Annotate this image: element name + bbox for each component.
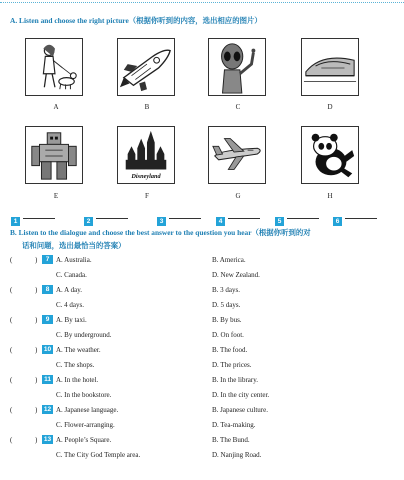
option-d[interactable]: D. Tea-making.: [212, 421, 256, 429]
picture-label-f: F: [145, 192, 149, 200]
option-d[interactable]: D. Nanjing Road.: [212, 451, 262, 459]
picture-label-h: H: [327, 192, 333, 200]
bullet-train-icon: [302, 39, 358, 95]
answer-paren-close: ): [35, 406, 38, 414]
top-divider: [0, 2, 404, 3]
answer-blank-1[interactable]: [11, 210, 20, 225]
answer-line: [169, 218, 201, 219]
picture-label-c: C: [235, 103, 241, 111]
option-a[interactable]: A. A day.: [56, 286, 82, 294]
section-b-title-line1: B. Listen to the dialogue and choose the best answer to the question you hear（根据你听到的对: [10, 228, 311, 237]
disneyland-castle-icon: [118, 127, 174, 183]
airplane-icon: [209, 127, 265, 183]
option-b[interactable]: B. Japanese culture.: [212, 406, 268, 414]
answer-line: [96, 218, 128, 219]
answer-paren-open[interactable]: (: [10, 346, 13, 354]
answer-paren-open[interactable]: (: [10, 316, 13, 324]
option-c[interactable]: C. In the bookstore.: [56, 391, 112, 399]
option-c[interactable]: C. Canada.: [56, 271, 87, 279]
option-a[interactable]: A. Australia.: [56, 256, 92, 264]
option-d[interactable]: D. 5 days.: [212, 301, 241, 309]
panda-icon: [302, 127, 358, 183]
question-number: 6: [333, 217, 342, 226]
answer-blank-5[interactable]: [275, 210, 284, 225]
answer-line: [228, 218, 260, 219]
option-c[interactable]: C. Flower-arranging.: [56, 421, 115, 429]
question-number: 13: [43, 436, 52, 443]
option-b[interactable]: B. In the library.: [212, 376, 259, 384]
option-a[interactable]: A. By taxi.: [56, 316, 87, 324]
picture-label-a: A: [53, 103, 59, 111]
answer-paren-close: ): [35, 286, 38, 294]
option-d[interactable]: D. New Zealand.: [212, 271, 260, 279]
question-number: 1: [11, 217, 20, 226]
answer-line: [345, 218, 377, 219]
option-a[interactable]: A. In the hotel.: [56, 376, 99, 384]
girl-walking-dog-icon: [26, 39, 82, 95]
answer-line: [23, 218, 55, 219]
option-c[interactable]: C. 4 days.: [56, 301, 84, 309]
option-c[interactable]: C. The shops.: [56, 361, 95, 369]
answer-blank-2[interactable]: [84, 210, 93, 225]
section-b-title-line2: 话和问题，选出最恰当的答案）: [22, 241, 126, 250]
question-number: 3: [157, 217, 166, 226]
answer-blank-3[interactable]: [157, 210, 166, 225]
picture-g: [208, 126, 266, 184]
option-a[interactable]: A. Japanese language.: [56, 406, 119, 414]
answer-paren-open[interactable]: (: [10, 376, 13, 384]
question-number: 5: [275, 217, 284, 226]
section-a-title: A. Listen and choose the right picture（根据你听到的内容，选出相应的图片）: [10, 16, 262, 25]
picture-label-e: E: [53, 192, 59, 200]
picture-a: [25, 38, 83, 96]
option-c[interactable]: C. The City God Temple area.: [56, 451, 141, 459]
option-a[interactable]: A. The weather.: [56, 346, 101, 354]
question-number: 9: [42, 315, 53, 324]
option-b[interactable]: B. By bus.: [212, 316, 242, 324]
picture-label-b: B: [144, 103, 150, 111]
answer-blank-4[interactable]: [216, 210, 225, 225]
option-b[interactable]: B. 3 days.: [212, 286, 240, 294]
question-number: 2: [84, 217, 93, 226]
answer-paren-open[interactable]: (: [10, 256, 13, 264]
robot-transformer-icon: [26, 127, 82, 183]
option-c[interactable]: C. By underground.: [56, 331, 112, 339]
picture-d: [301, 38, 359, 96]
disneyland-caption: Disneyland: [131, 173, 161, 181]
answer-paren-open[interactable]: (: [10, 286, 13, 294]
answer-paren-open[interactable]: (: [10, 436, 13, 444]
picture-b: [117, 38, 175, 96]
question-number: 4: [216, 217, 225, 226]
question-number: 12: [43, 406, 52, 413]
option-b[interactable]: B. America.: [212, 256, 246, 264]
answer-blank-6[interactable]: [333, 210, 342, 225]
answer-paren-close: ): [35, 376, 38, 384]
alien-icon: [209, 39, 265, 95]
option-a[interactable]: A. People’s Square.: [56, 436, 112, 444]
answer-paren-close: ): [35, 316, 38, 324]
option-d[interactable]: D. The prices.: [212, 361, 252, 369]
question-number: 7: [42, 255, 53, 264]
picture-h: [301, 126, 359, 184]
picture-c: [208, 38, 266, 96]
picture-e: [25, 126, 83, 184]
answer-paren-close: ): [35, 436, 38, 444]
picture-f: [117, 126, 175, 184]
picture-label-g: G: [235, 192, 241, 200]
answer-paren-close: ): [35, 256, 38, 264]
answer-paren-open[interactable]: (: [10, 406, 13, 414]
answer-line: [287, 218, 319, 219]
option-d[interactable]: D. On foot.: [212, 331, 244, 339]
rocket-icon: [118, 39, 174, 95]
question-number: 10: [43, 346, 52, 353]
question-number: 11: [42, 375, 53, 384]
option-d[interactable]: D. In the city center.: [212, 391, 270, 399]
question-number: 8: [42, 285, 53, 294]
answer-paren-close: ): [35, 346, 38, 354]
option-b[interactable]: B. The food.: [212, 346, 248, 354]
picture-label-d: D: [327, 103, 333, 111]
option-b[interactable]: B. The Bund.: [212, 436, 250, 444]
